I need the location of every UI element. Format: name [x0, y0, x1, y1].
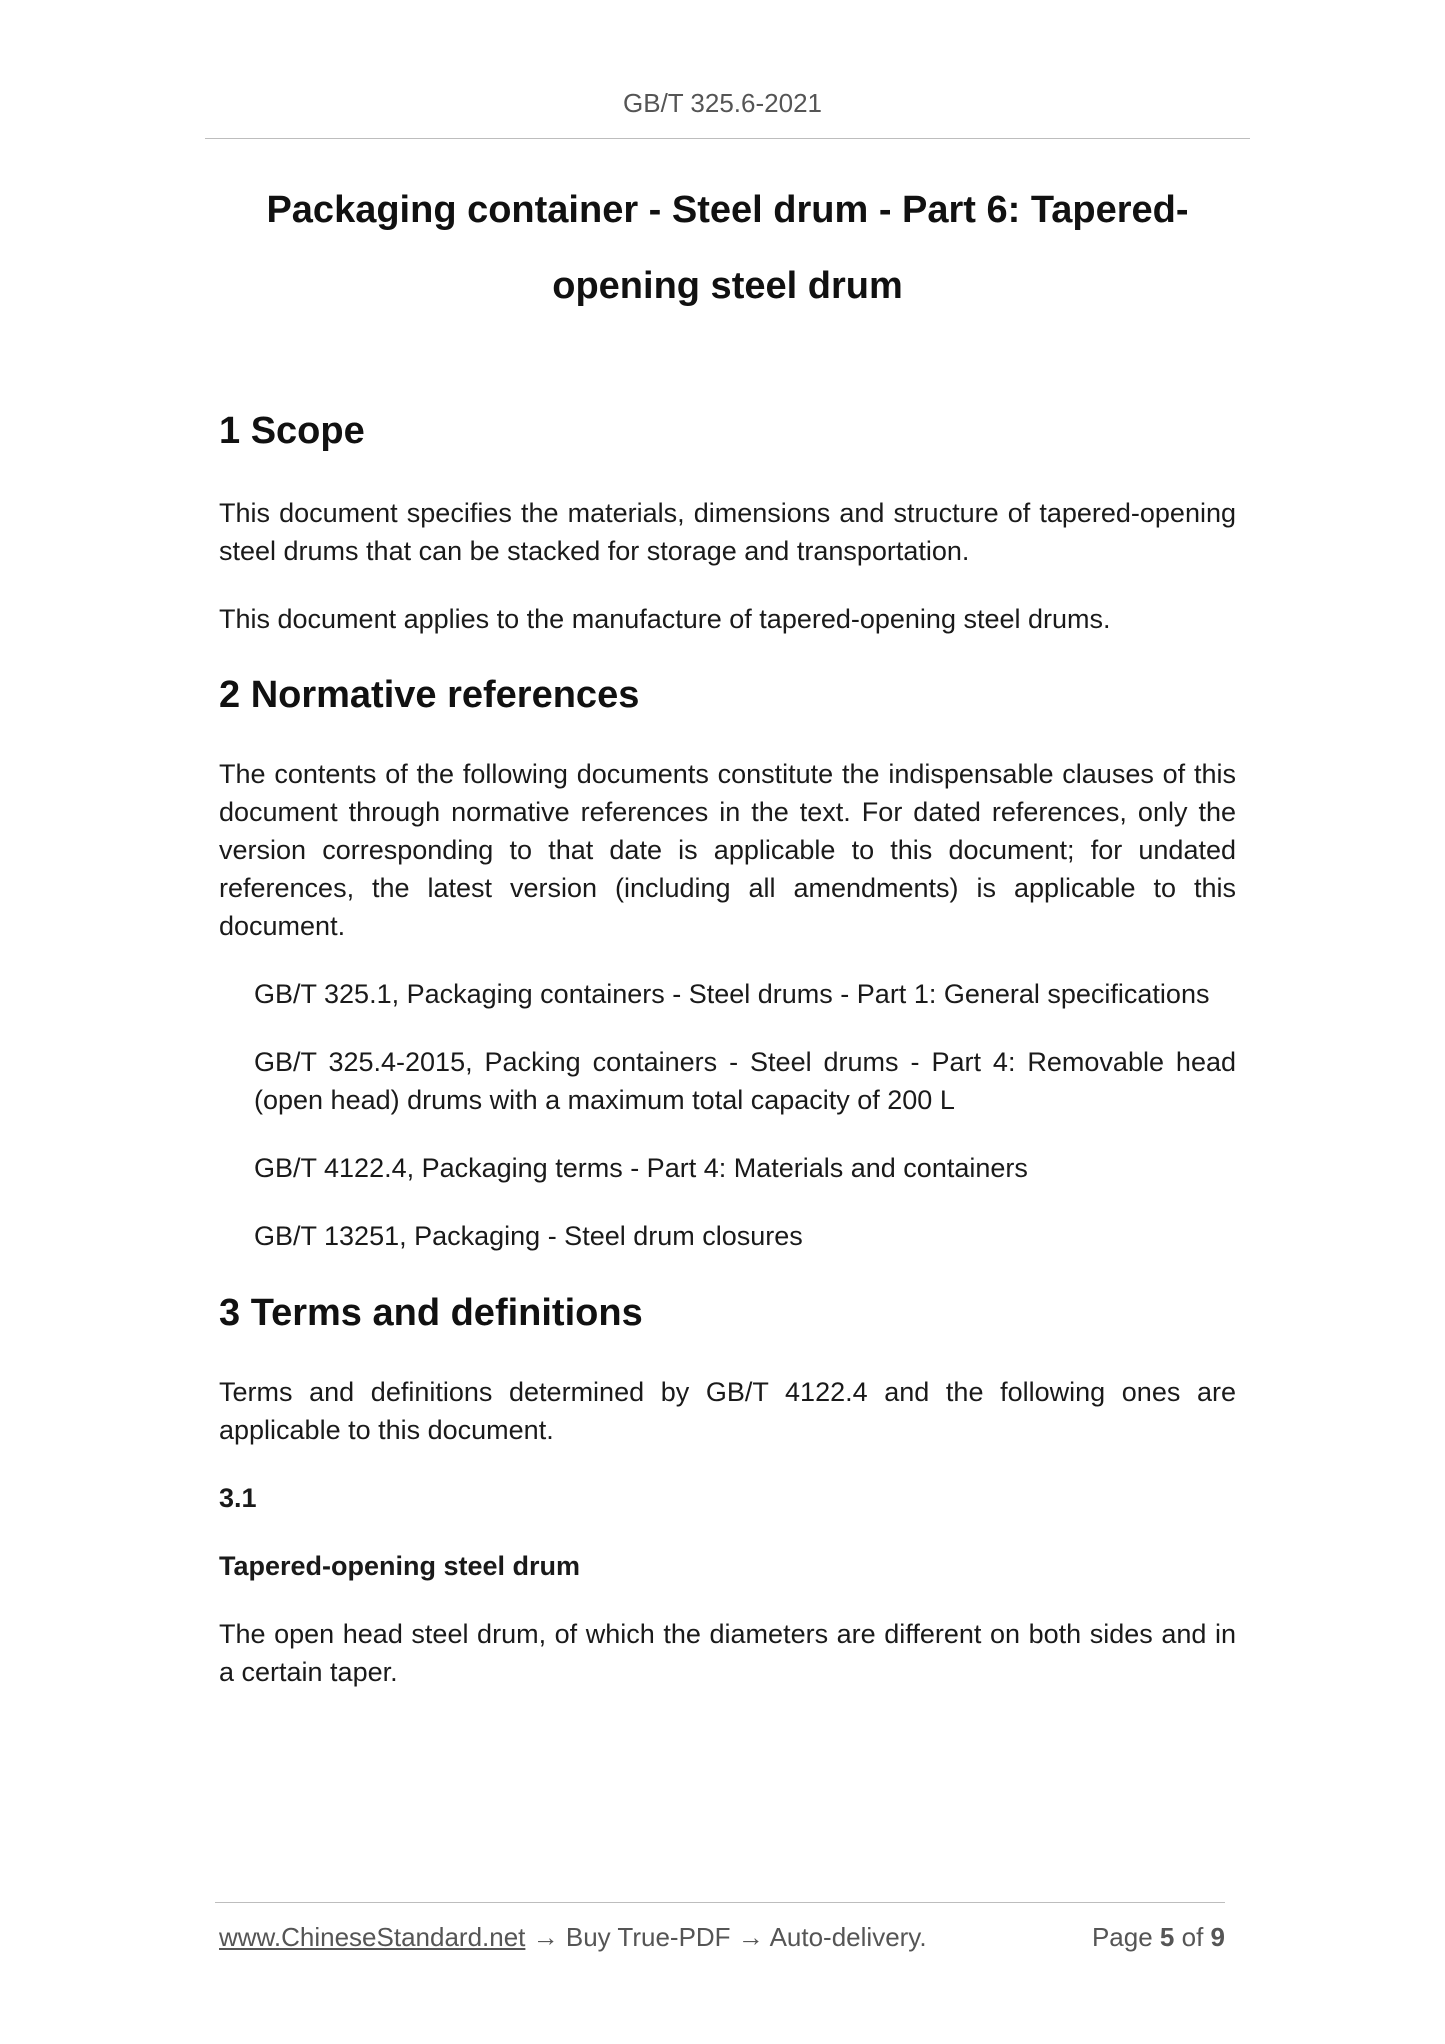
- document-title-line1: Packaging container - Steel drum - Part 6: Tapered-: [266, 189, 1189, 231]
- term-name: Tapered-opening steel drum: [219, 1551, 581, 1581]
- footer-divider: [215, 1902, 1225, 1903]
- footer-promo-text: → Buy True-PDF → Auto-delivery.: [525, 1922, 927, 1952]
- page-indicator: [1092, 1922, 1225, 1953]
- section-heading-normative-references: 2 Normative references: [219, 674, 640, 716]
- page-current: 5: [1159, 1922, 1175, 1952]
- reference-item: GB/T 325.4-2015, Packing containers - Steel drums - Part 4: Removable head (open head) drums with a maximum total capacity of 200 L: [254, 1047, 1236, 1115]
- term-number: 3.1: [219, 1483, 257, 1513]
- reference-item: GB/T 13251, Packaging - Steel drum closures: [254, 1221, 803, 1251]
- document-title-line2: opening steel drum: [552, 265, 903, 307]
- reference-item: GB/T 4122.4, Packaging terms - Part 4: Materials and containers: [254, 1153, 1028, 1183]
- scope-paragraph-2: This document applies to the manufacture of tapered-opening steel drums.: [219, 604, 1111, 634]
- section-heading-scope: 1 Scope: [219, 410, 365, 452]
- header-divider: [205, 138, 1250, 139]
- footer-promo: [219, 1922, 927, 1953]
- document-body: [219, 405, 1236, 1691]
- term-definition: The open head steel drum, of which the diameters are different on both sides and in a certain taper.: [219, 1619, 1236, 1687]
- reference-item: GB/T 325.1, Packaging containers - Steel drums - Part 1: General specifications: [254, 979, 1210, 1009]
- scope-paragraph-1: This document specifies the materials, dimensions and structure of tapered-opening steel drums that can be stacked for storage and transportation.: [219, 498, 1236, 566]
- normative-references-paragraph: The contents of the following documents constitute the indispensable clauses of this document through normative references in the text. For dated references, only the version corresponding to that date is applicable to this document; for undated references, the latest version (including all amendments) is applicable to this document.: [219, 759, 1236, 941]
- page-total: 9: [1210, 1922, 1225, 1952]
- page-label: Page: [1091, 1922, 1153, 1952]
- running-header: GB/T 325.6-2021: [623, 88, 822, 118]
- page-footer: [219, 1922, 1225, 1953]
- section-heading-terms-definitions: 3 Terms and definitions: [219, 1292, 643, 1334]
- document-title: [210, 172, 1245, 324]
- page-of: of: [1181, 1922, 1204, 1952]
- chinesestandard-link[interactable]: www.ChineseStandard.net: [219, 1922, 526, 1952]
- terms-definitions-paragraph: Terms and definitions determined by GB/T 4122.4 and the following ones are applicable to this document.: [219, 1377, 1236, 1445]
